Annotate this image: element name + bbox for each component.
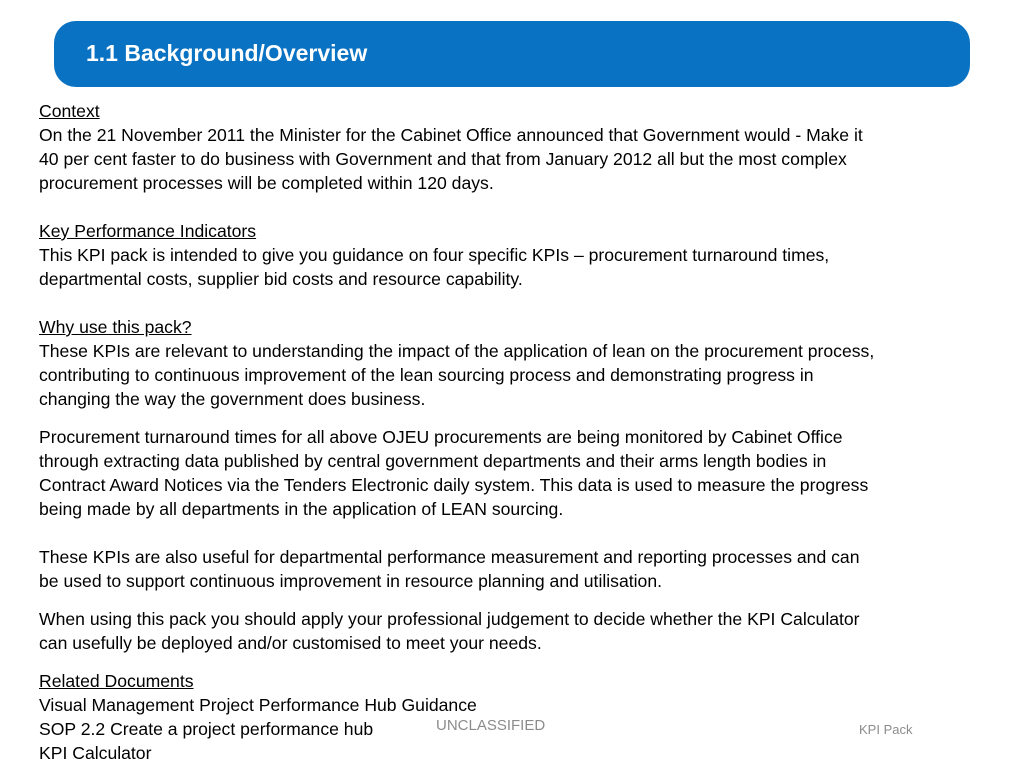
turnaround-line: Contract Award Notices via the Tenders Electronic daily system. This data is used to measure the progress: [39, 475, 869, 495]
departmental-paragraph: [39, 545, 989, 593]
related-item: KPI Calculator: [39, 743, 152, 763]
why-heading: Why use this pack?: [39, 317, 192, 337]
classification-label: UNCLASSIFIED: [436, 717, 546, 734]
kpi-line: departmental costs, supplier bid costs and resource capability.: [39, 269, 523, 289]
body-content: [39, 99, 989, 765]
page-title: 1.1 Background/Overview: [86, 40, 368, 66]
kpi-heading: Key Performance Indicators: [39, 221, 257, 241]
why-line: These KPIs are relevant to understanding the impact of the application of lean on the procurement process,: [39, 341, 875, 361]
kpi-line: This KPI pack is intended to give you guidance on four specific KPIs – procurement turnaround times,: [39, 245, 830, 265]
turnaround-paragraph: [39, 425, 989, 521]
judgement-line: When using this pack you should apply your professional judgement to decide whether the KPI Calculator: [39, 609, 860, 629]
turnaround-line: Procurement turnaround times for all above OJEU procurements are being monitored by Cabinet Office: [39, 427, 843, 447]
why-line: changing the way the government does business.: [39, 389, 426, 409]
why-line: contributing to continuous improvement of the lean sourcing process and demonstrating progress in: [39, 365, 814, 385]
context-section: [39, 99, 989, 195]
related-item: SOP 2.2 Create a project performance hub: [39, 719, 374, 739]
related-item: Visual Management Project Performance Hub Guidance: [39, 695, 477, 715]
departmental-line: be used to support continuous improvement in resource planning and utilisation.: [39, 571, 663, 591]
context-line: procurement processes will be completed within 120 days.: [39, 173, 494, 193]
kpi-section: [39, 219, 989, 291]
turnaround-line: being made by all departments in the application of LEAN sourcing.: [39, 499, 564, 519]
footer-label: KPI Pack: [859, 722, 913, 737]
context-line: 40 per cent faster to do business with Government and that from January 2012 all but the most complex: [39, 149, 847, 169]
title-banner: [54, 21, 970, 87]
judgement-line: can usefully be deployed and/or customised to meet your needs.: [39, 633, 542, 653]
judgement-paragraph: [39, 607, 989, 655]
turnaround-line: through extracting data published by central government departments and their arms length bodies in: [39, 451, 827, 471]
why-section: [39, 315, 989, 411]
context-heading: Context: [39, 101, 100, 121]
departmental-line: These KPIs are also useful for departmental performance measurement and reporting processes and can: [39, 547, 860, 567]
context-line: On the 21 November 2011 the Minister for the Cabinet Office announced that Government would - Make it: [39, 125, 863, 145]
related-heading: Related Documents: [39, 671, 194, 691]
